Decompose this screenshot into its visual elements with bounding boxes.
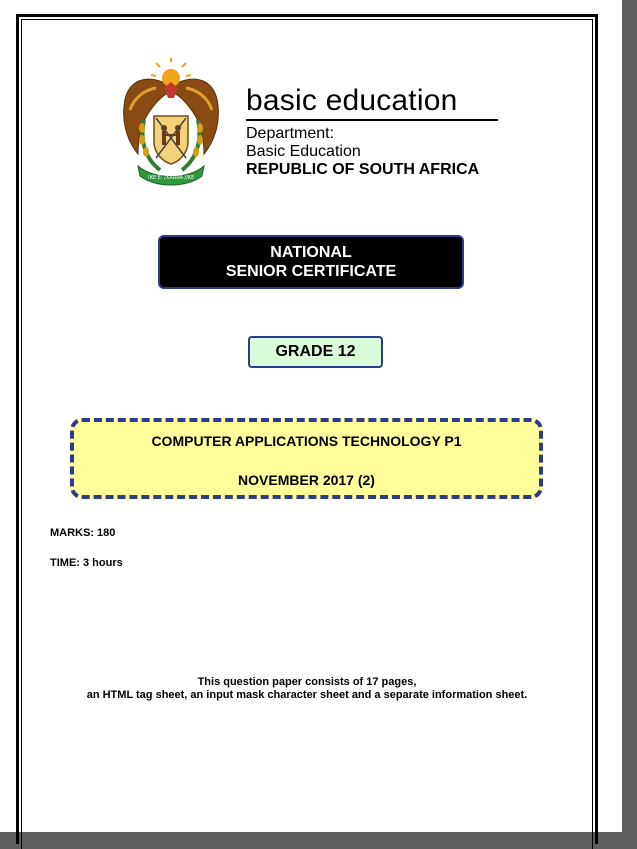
certificate-line2: SENIOR CERTIFICATE [225, 263, 397, 280]
coat-of-arms-logo [116, 58, 226, 190]
marks-label: MARKS: 180 [50, 527, 116, 539]
subject-panel [70, 418, 543, 499]
certificate-line1: NATIONAL [270, 244, 352, 261]
grade-badge: GRADE 12 [248, 336, 383, 368]
attachments-note: an HTML tag sheet, an input mask character sheet and a separate information sheet. [86, 689, 528, 701]
brand-underline [246, 119, 498, 121]
motto-text: !KE E: /XARRA //KE [147, 175, 195, 181]
exam-date: NOVEMBER 2017 (2) [238, 472, 375, 488]
time-label: TIME: 3 hours [50, 557, 123, 569]
page-count-note: This question paper consists of 17 pages, [197, 676, 417, 688]
subject-title: COMPUTER APPLICATIONS TECHNOLOGY P1 [151, 433, 462, 449]
certificate-banner [158, 235, 464, 289]
country-name: REPUBLIC OF SOUTH AFRICA [246, 161, 480, 178]
department-name: Basic Education [246, 143, 361, 160]
brand-title: basic education [246, 84, 458, 117]
department-label: Department: [246, 125, 335, 142]
